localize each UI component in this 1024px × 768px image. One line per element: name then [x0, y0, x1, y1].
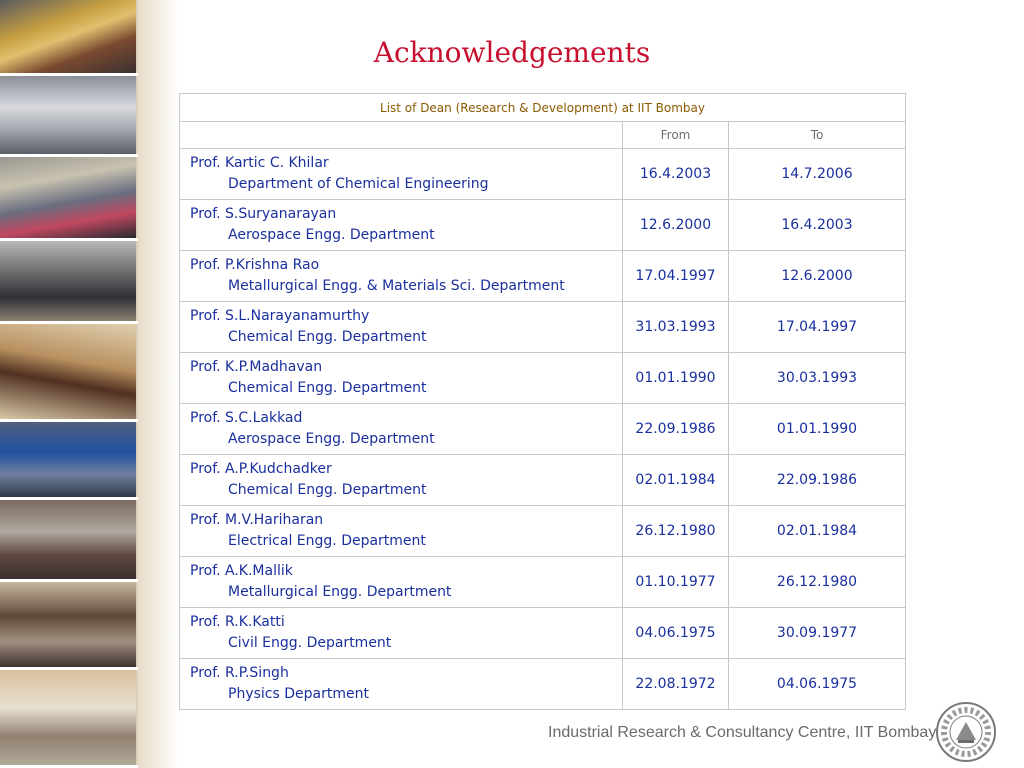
table-row: [180, 404, 906, 455]
dean-department: Physics Department: [228, 686, 369, 702]
strip-fade: [138, 0, 178, 768]
footer-text: Industrial Research & Consultancy Centre, IIT Bombay: [548, 724, 937, 741]
dean-name: Prof. S.L.Narayanamurthy: [190, 308, 370, 324]
table-row: [180, 149, 906, 200]
lab-photo: [0, 670, 138, 765]
dean-department: Metallurgical Engg. & Materials Sci. Department: [228, 278, 565, 294]
dean-name: Prof. Kartic C. Khilar: [190, 155, 329, 171]
dean-name: Prof. S.Suryanarayan: [190, 206, 337, 222]
lab-photo: [0, 582, 138, 667]
to-date: 01.01.1990: [729, 404, 906, 455]
table-row: [180, 455, 906, 506]
header-from: From: [623, 122, 729, 149]
from-date: 26.12.1980: [623, 506, 729, 557]
table-row: [180, 200, 906, 251]
from-date: 01.01.1990: [623, 353, 729, 404]
to-date: 26.12.1980: [729, 557, 906, 608]
dean-department: Aerospace Engg. Department: [228, 227, 435, 243]
from-date: 22.09.1986: [623, 404, 729, 455]
dean-department: Department of Chemical Engineering: [228, 176, 489, 192]
from-date: 12.6.2000: [623, 200, 729, 251]
from-date: 04.06.1975: [623, 608, 729, 659]
dean-name: Prof. R.K.Katti: [190, 614, 285, 630]
dean-cell: [180, 557, 623, 608]
header-blank: [180, 122, 623, 149]
lab-photo: [0, 157, 138, 239]
to-date: 22.09.1986: [729, 455, 906, 506]
lab-photo: [0, 324, 138, 419]
table-row: [180, 353, 906, 404]
lab-photo: [0, 500, 138, 580]
dean-name: Prof. A.P.Kudchadker: [190, 461, 332, 477]
to-date: 04.06.1975: [729, 659, 906, 710]
to-date: 17.04.1997: [729, 302, 906, 353]
dean-cell: [180, 659, 623, 710]
iitb-logo-icon: [934, 700, 998, 764]
header-to: To: [729, 122, 906, 149]
table-row: [180, 557, 906, 608]
dean-cell: [180, 302, 623, 353]
table-row: [180, 659, 906, 710]
dean-name: Prof. S.C.Lakkad: [190, 410, 303, 426]
table-row: [180, 251, 906, 302]
to-date: 30.09.1977: [729, 608, 906, 659]
to-date: 02.01.1984: [729, 506, 906, 557]
table-row: [180, 506, 906, 557]
dean-department: Metallurgical Engg. Department: [228, 584, 452, 600]
to-date: 14.7.2006: [729, 149, 906, 200]
deans-table: [179, 93, 906, 710]
lab-photo: [0, 422, 138, 497]
dean-cell: [180, 404, 623, 455]
dean-cell: [180, 506, 623, 557]
from-date: 22.08.1972: [623, 659, 729, 710]
dean-department: Civil Engg. Department: [228, 635, 392, 651]
to-date: 30.03.1993: [729, 353, 906, 404]
from-date: 17.04.1997: [623, 251, 729, 302]
dean-name: Prof. P.Krishna Rao: [190, 257, 320, 273]
dean-cell: [180, 455, 623, 506]
dean-name: Prof. K.P.Madhavan: [190, 359, 323, 375]
dean-name: Prof. R.P.Singh: [190, 665, 289, 681]
to-date: 16.4.2003: [729, 200, 906, 251]
dean-cell: [180, 149, 623, 200]
from-date: 02.01.1984: [623, 455, 729, 506]
dean-department: Chemical Engg. Department: [228, 380, 427, 396]
page-title: Acknowledgements: [373, 36, 651, 69]
from-date: 31.03.1993: [623, 302, 729, 353]
dean-name: Prof. M.V.Hariharan: [190, 512, 324, 528]
dean-department: Chemical Engg. Department: [228, 329, 427, 345]
table-caption: List of Dean (Research & Development) at IIT Bombay: [180, 94, 906, 122]
photo-strip: [0, 0, 138, 768]
dean-department: Chemical Engg. Department: [228, 482, 427, 498]
dean-cell: [180, 353, 623, 404]
dean-cell: [180, 608, 623, 659]
lab-photo: [0, 241, 138, 321]
dean-name: Prof. A.K.Mallik: [190, 563, 293, 579]
from-date: 01.10.1977: [623, 557, 729, 608]
table-row: [180, 302, 906, 353]
from-date: 16.4.2003: [623, 149, 729, 200]
dean-department: Aerospace Engg. Department: [228, 431, 435, 447]
lab-photo: [0, 76, 138, 154]
dean-cell: [180, 200, 623, 251]
to-date: 12.6.2000: [729, 251, 906, 302]
dean-cell: [180, 251, 623, 302]
table-row: [180, 608, 906, 659]
dean-department: Electrical Engg. Department: [228, 533, 426, 549]
